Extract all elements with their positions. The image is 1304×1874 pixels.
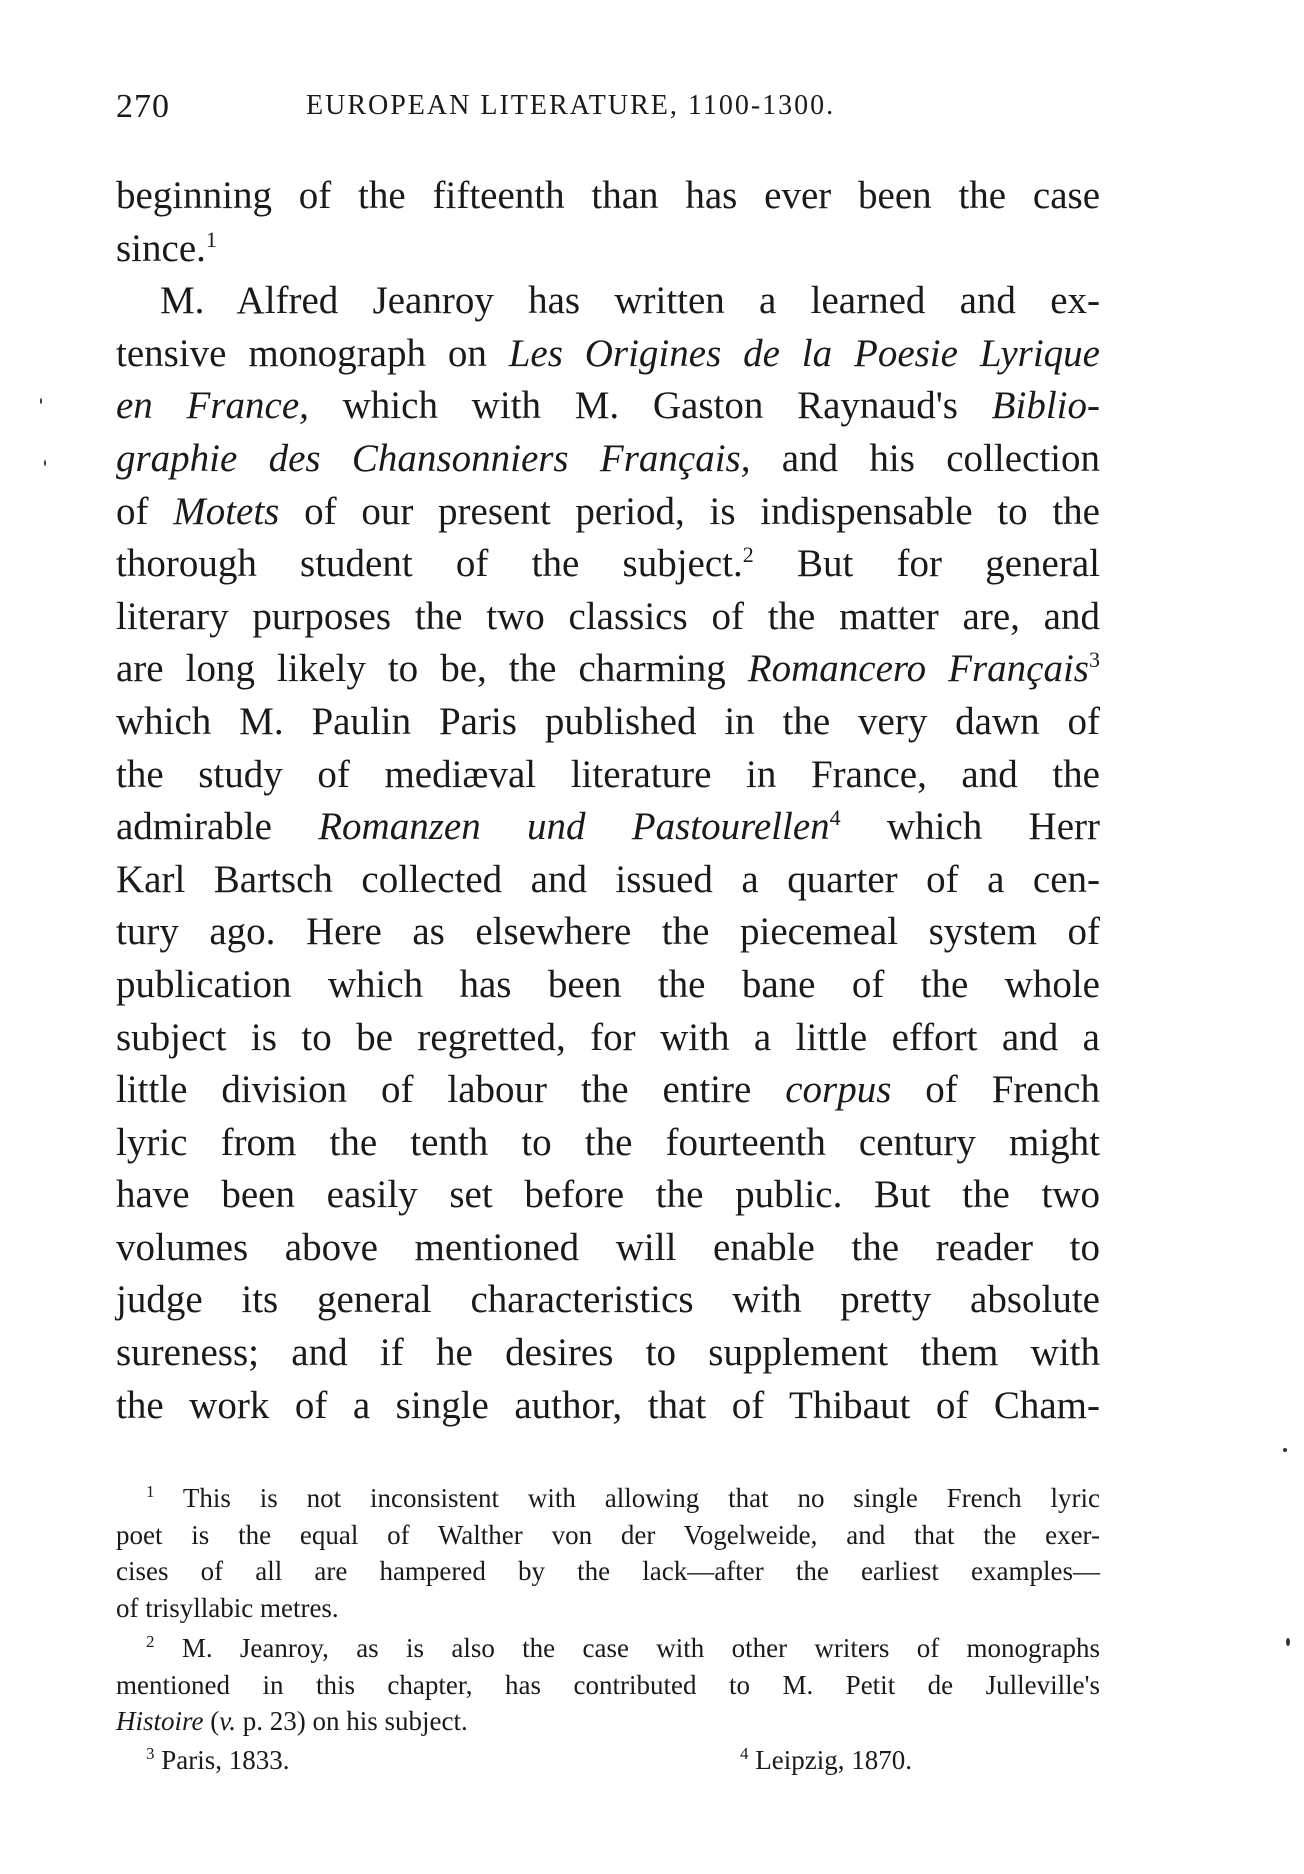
page-number: 270 xyxy=(116,88,170,125)
text-line: which M. Paulin Paris published in the very dawn of xyxy=(116,699,1100,743)
text-segment: But for general xyxy=(753,542,1100,586)
text-segment: and his collection xyxy=(750,436,1100,480)
footnote-row-3-4 xyxy=(116,1742,1100,1782)
italic-title: Motets xyxy=(173,489,280,533)
footnote-line xyxy=(116,1630,1100,1667)
footnote-marker: 4 xyxy=(740,1743,749,1763)
italic-abbrev: v. xyxy=(219,1706,236,1736)
footnote-marker: 1 xyxy=(146,1482,155,1501)
body-text xyxy=(116,170,1100,1432)
running-title: EUROPEAN LITERATURE, 1100-1300. xyxy=(306,90,836,121)
text-segment: of our present period, is indispensable to the xyxy=(279,489,1100,533)
text-segment: Leipzig, 1870. xyxy=(755,1744,912,1775)
text-segment: of xyxy=(116,489,174,533)
italic-title: Biblio- xyxy=(991,384,1100,428)
text-segment: little division of labour the entire xyxy=(116,1068,786,1112)
footnote-3 xyxy=(146,1742,290,1779)
text-segment: since. xyxy=(116,226,206,270)
text-line: sureness; and if he desires to supplement them with xyxy=(116,1331,1100,1375)
footnote-2 xyxy=(116,1630,1100,1740)
footnote-marker: 3 xyxy=(146,1743,155,1763)
text-line xyxy=(116,486,1100,539)
text-segment: Paris, 1833. xyxy=(161,1744,290,1775)
italic-title: graphie des Chansonniers Français, xyxy=(116,436,751,480)
text-segment: admirable xyxy=(116,805,319,849)
footnote-1 xyxy=(116,1480,1100,1626)
footnote-ref: 3 xyxy=(1089,647,1100,673)
scan-speck xyxy=(40,398,42,404)
footnote-ref: 1 xyxy=(205,226,217,252)
footnote-line xyxy=(116,1480,1100,1517)
footnote-line: mentioned in this chapter, has contributed to M. Petit de Julleville's xyxy=(116,1669,1100,1700)
paragraph-1 xyxy=(116,170,1100,275)
paragraph-2 xyxy=(116,275,1100,1432)
footnote-ref: 2 xyxy=(742,542,754,568)
italic-title: Les Origines de la Poesie Lyrique xyxy=(508,331,1100,375)
footnote-line: cises of all are hampered by the lack—after the earliest examples— xyxy=(116,1556,1100,1586)
scan-speck xyxy=(1283,1448,1287,1452)
italic-title: Romancero Français xyxy=(747,647,1089,691)
text-line: publication which has been the bane of the whole xyxy=(116,962,1100,1006)
italic-title: Romanzen und Pastourellen xyxy=(318,805,830,849)
footnote-line: of trisyllabic metres. xyxy=(116,1592,339,1623)
text-segment: of French xyxy=(891,1068,1100,1112)
text-segment: are long likely to be, the charming xyxy=(116,647,748,691)
footnote-line xyxy=(116,1703,1100,1740)
text-line: literary purposes the two classics of the matter are, and xyxy=(116,594,1100,638)
footnote-line: poet is the equal of Walther von der Vogelweide, and that the exer- xyxy=(116,1519,1100,1550)
text-line: M. Alfred Jeanroy has written a learned and ex- xyxy=(160,279,1100,323)
footnote-ref: 4 xyxy=(829,805,841,831)
italic-title: en France, xyxy=(116,384,309,428)
text-segment: M. Jeanroy, as is also the case with other writers of monographs xyxy=(181,1633,1100,1663)
text-line: volumes above mentioned will enable the reader to xyxy=(116,1225,1100,1269)
text-line: judge its general characteristics with pretty absolute xyxy=(116,1278,1100,1322)
text-line xyxy=(116,538,1100,591)
scan-speck xyxy=(1286,1638,1290,1646)
text-line xyxy=(116,328,1100,381)
text-line: Karl Bartsch collected and issued a quarter of a cen- xyxy=(116,857,1100,901)
text-segment: p. 23) on his subject. xyxy=(235,1706,468,1736)
italic-term: corpus xyxy=(785,1068,892,1112)
italic-title: Histoire xyxy=(116,1706,204,1736)
running-head xyxy=(116,88,1116,128)
text-line xyxy=(116,643,1100,696)
text-segment: which Herr xyxy=(840,805,1100,849)
text-line xyxy=(116,380,1100,433)
text-line xyxy=(116,1064,1100,1117)
text-line: have been easily set before the public. But the two xyxy=(116,1173,1100,1217)
text-line xyxy=(116,801,1100,854)
text-line: tury ago. Here as elsewhere the piecemeal system of xyxy=(116,910,1100,954)
text-segment: which with M. Gaston Raynaud's xyxy=(308,384,992,428)
text-line: the study of mediæval literature in France, and the xyxy=(116,752,1100,796)
text-segment: This is not inconsistent with allowing that no single French lyric xyxy=(182,1483,1100,1513)
text-line: the work of a single author, that of Thibaut of Cham- xyxy=(116,1383,1100,1427)
scan-speck xyxy=(44,460,46,466)
footnote-marker: 2 xyxy=(146,1632,155,1651)
text-segment: tensive monograph on xyxy=(116,331,509,375)
text-line: beginning of the fifteenth than has ever been the case xyxy=(116,174,1100,217)
footnote-4 xyxy=(740,1742,912,1779)
text-line: lyric from the tenth to the fourteenth century might xyxy=(116,1120,1100,1164)
text-line: subject is to be regretted, for with a little effort and a xyxy=(116,1015,1100,1059)
text-segment: ( xyxy=(203,1706,220,1736)
text-line xyxy=(116,223,1100,276)
text-segment: thorough student of the subject. xyxy=(116,542,743,586)
footnotes xyxy=(116,1480,1100,1782)
text-line xyxy=(116,433,1100,486)
